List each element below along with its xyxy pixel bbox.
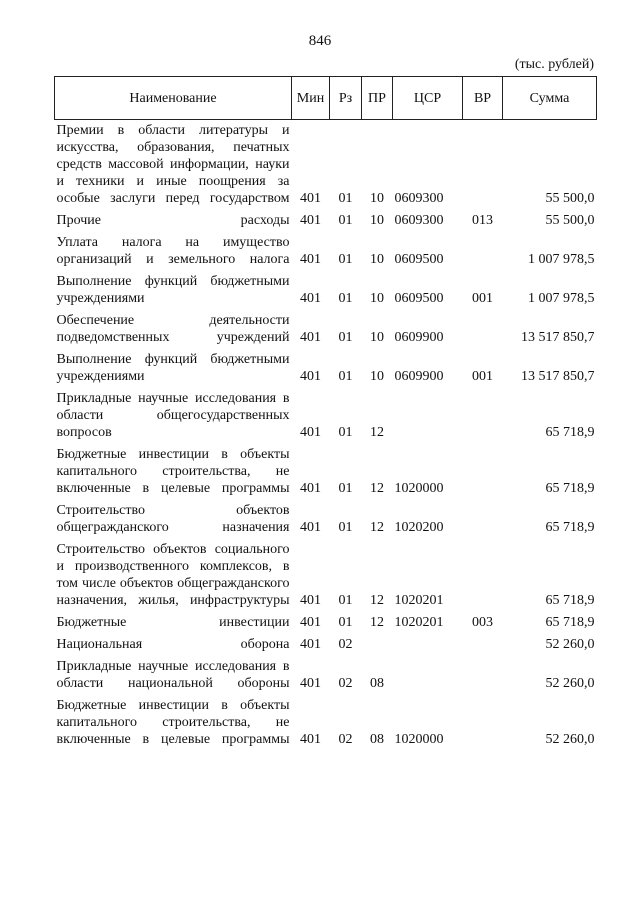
cell-pr: 12	[370, 481, 384, 496]
cell-pr: 12	[370, 615, 384, 630]
cell-name: Строительство объектов общегражданского назначения	[56, 503, 290, 535]
cell-sum: 65 718,9	[545, 481, 595, 496]
cell-vr	[463, 634, 503, 656]
table-row	[55, 310, 597, 349]
table-row	[55, 656, 597, 695]
cell-name: Прикладные научные исследования в области национальной обороны	[56, 659, 290, 691]
header-vr: ВР	[463, 77, 503, 120]
table-row	[55, 120, 597, 211]
cell-min: 401	[300, 615, 321, 630]
cell-csr: 0609900	[394, 330, 444, 345]
cell-name: Национальная оборона	[56, 637, 290, 652]
cell-vr: 001	[472, 291, 493, 306]
cell-rz: 01	[338, 213, 353, 228]
cell-csr: 0609300	[394, 213, 444, 228]
header-rz: Рз	[330, 77, 362, 120]
cell-csr: 1020000	[394, 481, 444, 496]
cell-sum: 13 517 850,7	[521, 369, 595, 384]
cell-name: Бюджетные инвестиции	[56, 615, 290, 630]
cell-vr: 013	[472, 213, 493, 228]
cell-rz: 01	[338, 615, 353, 630]
cell-min: 401	[300, 593, 321, 608]
cell-csr: 0609500	[394, 291, 444, 306]
cell-csr: 0609500	[394, 252, 444, 267]
cell-vr	[463, 539, 503, 612]
cell-name: Строительство объектов социального и производственного комплексов, в том числе объектов общегражданского назначения, жилья, инфраструктуры	[56, 542, 290, 608]
cell-vr	[463, 310, 503, 349]
cell-min: 401	[300, 213, 321, 228]
cell-rz: 01	[338, 191, 353, 206]
cell-rz: 01	[338, 593, 353, 608]
cell-vr	[463, 232, 503, 271]
header-name: Наименование	[55, 77, 292, 120]
cell-sum: 52 260,0	[545, 637, 595, 652]
cell-vr	[463, 695, 503, 751]
table-row	[55, 349, 597, 388]
cell-csr: 1020201	[394, 593, 444, 608]
cell-min: 401	[300, 481, 321, 496]
cell-csr	[393, 656, 463, 695]
table-row	[55, 500, 597, 539]
cell-pr: 08	[370, 676, 384, 691]
cell-name: Прочие расходы	[56, 213, 290, 228]
cell-pr: 10	[370, 291, 384, 306]
cell-min: 401	[300, 369, 321, 384]
units-label: (тыс. рублей)	[514, 57, 594, 72]
cell-min: 401	[300, 252, 321, 267]
table-header-row	[55, 77, 597, 120]
cell-vr	[463, 388, 503, 444]
cell-min: 401	[300, 520, 321, 535]
cell-vr	[463, 120, 503, 211]
cell-name: Обеспечение деятельности подведомственных учреждений	[56, 313, 290, 345]
header-csr: ЦСР	[393, 77, 463, 120]
cell-name: Прикладные научные исследования в области общегосударственных вопросов	[56, 391, 290, 440]
cell-csr: 1020200	[394, 520, 444, 535]
cell-name: Премии в области литературы и искусства, образования, печатных средств массовой информации, науки и техники и иные поощрения за особые заслуги перед государством	[56, 123, 290, 206]
table-row	[55, 634, 597, 656]
table-row	[55, 695, 597, 751]
table-body	[55, 120, 597, 752]
table-row	[55, 210, 597, 232]
cell-rz: 01	[338, 330, 353, 345]
cell-min: 401	[300, 291, 321, 306]
cell-pr: 10	[370, 369, 384, 384]
header-min: Мин	[292, 77, 330, 120]
cell-min: 401	[300, 732, 321, 747]
table-row	[55, 388, 597, 444]
cell-vr	[463, 500, 503, 539]
cell-sum: 52 260,0	[545, 732, 595, 747]
cell-csr: 0609900	[394, 369, 444, 384]
cell-rz: 01	[338, 252, 353, 267]
cell-sum: 65 718,9	[545, 425, 595, 440]
cell-min: 401	[300, 425, 321, 440]
cell-name: Выполнение функций бюджетными учреждениями	[56, 274, 290, 306]
table-row	[55, 444, 597, 500]
cell-rz: 01	[338, 520, 353, 535]
cell-pr	[362, 634, 393, 656]
table-row	[55, 612, 597, 634]
cell-vr	[463, 656, 503, 695]
cell-pr: 10	[370, 213, 384, 228]
page-number: 846	[308, 33, 332, 49]
cell-rz: 02	[338, 637, 353, 652]
cell-sum: 55 500,0	[545, 191, 595, 206]
cell-sum: 65 718,9	[545, 593, 595, 608]
cell-vr	[463, 444, 503, 500]
table-row	[55, 271, 597, 310]
cell-min: 401	[300, 637, 321, 652]
cell-csr	[393, 634, 463, 656]
cell-rz: 01	[338, 425, 353, 440]
cell-min: 401	[300, 330, 321, 345]
cell-name: Бюджетные инвестиции в объекты капитального строительства, не включенные в целевые программы	[56, 698, 290, 747]
cell-rz: 01	[338, 291, 353, 306]
cell-min: 401	[300, 191, 321, 206]
cell-pr: 12	[370, 425, 384, 440]
cell-sum: 1 007 978,5	[528, 252, 595, 267]
cell-min: 401	[300, 676, 321, 691]
cell-sum: 65 718,9	[545, 615, 595, 630]
cell-rz: 01	[338, 369, 353, 384]
cell-csr: 0609300	[394, 191, 444, 206]
header-pr: ПР	[362, 77, 393, 120]
cell-sum: 13 517 850,7	[521, 330, 595, 345]
cell-name: Бюджетные инвестиции в объекты капитального строительства, не включенные в целевые программы	[56, 447, 290, 496]
cell-name: Уплата налога на имущество организаций и земельного налога	[56, 235, 290, 267]
cell-pr: 10	[370, 191, 384, 206]
cell-pr: 12	[370, 520, 384, 535]
cell-name: Выполнение функций бюджетными учреждениями	[56, 352, 290, 384]
cell-rz: 02	[338, 676, 353, 691]
cell-rz: 02	[338, 732, 353, 747]
table-row	[55, 232, 597, 271]
cell-vr: 003	[472, 615, 493, 630]
cell-pr: 12	[370, 593, 384, 608]
cell-sum: 1 007 978,5	[528, 291, 595, 306]
table-row	[55, 539, 597, 612]
budget-table	[54, 76, 597, 751]
cell-csr: 1020201	[394, 615, 444, 630]
cell-pr: 10	[370, 330, 384, 345]
cell-vr: 001	[472, 369, 493, 384]
cell-sum: 65 718,9	[545, 520, 595, 535]
cell-csr	[393, 388, 463, 444]
header-sum: Сумма	[503, 77, 597, 120]
cell-sum: 55 500,0	[545, 213, 595, 228]
cell-csr: 1020000	[394, 732, 444, 747]
cell-pr: 10	[370, 252, 384, 267]
cell-sum: 52 260,0	[545, 676, 595, 691]
cell-pr: 08	[370, 732, 384, 747]
cell-rz: 01	[338, 481, 353, 496]
